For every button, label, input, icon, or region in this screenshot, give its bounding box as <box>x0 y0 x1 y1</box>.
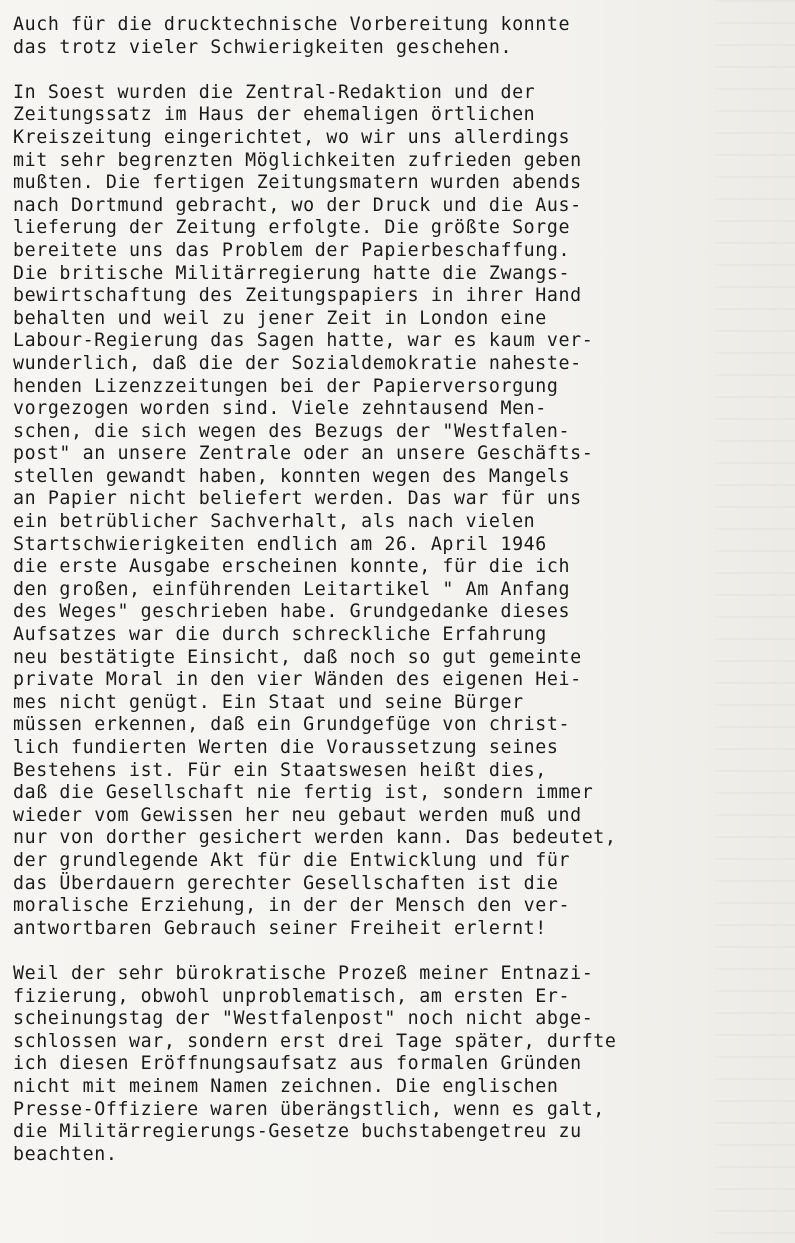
text-line: Kreiszeitung eingerichtet, wo wir uns allerdings <box>13 126 571 148</box>
text-line: Aufsatzes war die durch schreckliche Erfahrung <box>13 624 547 646</box>
text-line: der grundlegende Akt für die Entwicklung und für <box>13 849 571 871</box>
text-line: ich diesen Eröffnungsaufsatz aus formalen Gründen <box>13 1053 582 1075</box>
text-line: den großen, einführenden Leitartikel " Am Anfang <box>13 578 571 600</box>
text-line: schlossen war, sondern erst drei Tage später, durfte <box>13 1030 617 1052</box>
text-line: scheinungstag der "Westfalenpost" noch nicht abge- <box>13 1008 594 1030</box>
text-line: die Militärregierungs-Gesetze buchstabengetreu zu <box>13 1121 582 1143</box>
text-line: mußten. Die fertigen Zeitungsmatern wurden abends <box>13 172 582 194</box>
text-line: Presse-Offiziere waren überängstlich, wenn es galt, <box>13 1098 605 1120</box>
text-line: mit sehr begrenzten Möglichkeiten zufrieden geben <box>13 149 582 171</box>
typed-text-body <box>13 14 773 1189</box>
text-line: Die britische Militärregierung hatte die Zwangs- <box>13 262 571 284</box>
text-line: die erste Ausgabe erscheinen konnte, für die ich <box>13 556 571 578</box>
paragraph-1 <box>13 14 773 59</box>
text-line: lieferung der Zeitung erfolgte. Die größte Sorge <box>13 217 571 239</box>
text-line: beachten. <box>13 1143 118 1165</box>
text-line: bereitete uns das Problem der Papierbeschaffung. <box>13 239 571 261</box>
text-line: das trotz vieler Schwierigkeiten geschehen. <box>13 36 513 58</box>
text-line: nicht mit meinem Namen zeichnen. Die englischen <box>13 1075 559 1097</box>
text-line: wunderlich, daß die der Sozialdemokratie naheste- <box>13 352 582 374</box>
text-line: stellen gewandt haben, konnten wegen des Mangels <box>13 465 571 487</box>
text-line: Bestehens ist. Für ein Staatswesen heißt dies, <box>13 759 547 781</box>
text-line: das Überdauern gerechter Gesellschaften ist die <box>13 872 559 894</box>
text-line: antwortbaren Gebrauch seiner Freiheit erlernt! <box>13 917 547 939</box>
text-line: des Weges" geschrieben habe. Grundgedanke dieses <box>13 601 571 623</box>
text-line: Weil der sehr bürokratische Prozeß meiner Entnazi- <box>13 962 594 984</box>
text-line: nach Dortmund gebracht, wo der Druck und die Aus- <box>13 194 582 216</box>
text-line: vorgezogen worden sind. Viele zehntausend Men- <box>13 398 547 420</box>
text-line: fizierung, obwohl unproblematisch, am ersten Er- <box>13 985 571 1007</box>
text-line: lich fundierten Werten die Voraussetzung seines <box>13 737 559 758</box>
text-line: private Moral in den vier Wänden des eigenen Hei- <box>13 669 582 691</box>
text-line: wieder vom Gewissen her neu gebaut werden muß und <box>13 804 582 826</box>
text-line: daß die Gesellschaft nie fertig ist, sondern immer <box>13 782 594 804</box>
text-line: henden Lizenzzeitungen bei der Papierversorgung <box>13 375 559 397</box>
text-line: bewirtschaftung des Zeitungspapiers in ihrer Hand <box>13 285 582 307</box>
text-line: Labour-Regierung das Sagen hatte, war es kaum ver- <box>13 330 594 352</box>
text-line: mes nicht genügt. Ein Staat und seine Bürger <box>13 691 524 713</box>
paragraph-2 <box>13 82 773 941</box>
text-line: schen, die sich wegen des Bezugs der "Westfalen- <box>13 420 571 442</box>
text-line: an Papier nicht beliefert werden. Das war für uns <box>13 488 582 510</box>
text-line: post" an unsere Zentrale oder an unsere Geschäfts- <box>13 443 594 465</box>
text-line: ein betrüblicher Sachverhalt, als nach vielen <box>13 511 536 533</box>
text-line: nur von dorther gesichert werden kann. Das bedeutet, <box>13 827 617 849</box>
paragraph-3 <box>13 963 773 1166</box>
text-line: neu bestätigte Einsicht, daß noch so gut gemeinte <box>13 646 582 668</box>
text-line: In Soest wurden die Zentral-Redaktion und der <box>13 81 536 103</box>
text-line: müssen erkennen, daß ein Grundgefüge von christ- <box>13 714 571 736</box>
text-line: Startschwierigkeiten endlich am 26. April 1946 <box>13 533 547 555</box>
text-line: moralische Erziehung, in der der Mensch den ver- <box>13 895 571 917</box>
text-line: Auch für die drucktechnische Vorbereitung konnte <box>13 14 571 35</box>
text-line: behalten und weil zu jener Zeit in London eine <box>13 307 547 329</box>
text-line: Zeitungssatz im Haus der ehemaligen örtlichen <box>13 104 536 126</box>
